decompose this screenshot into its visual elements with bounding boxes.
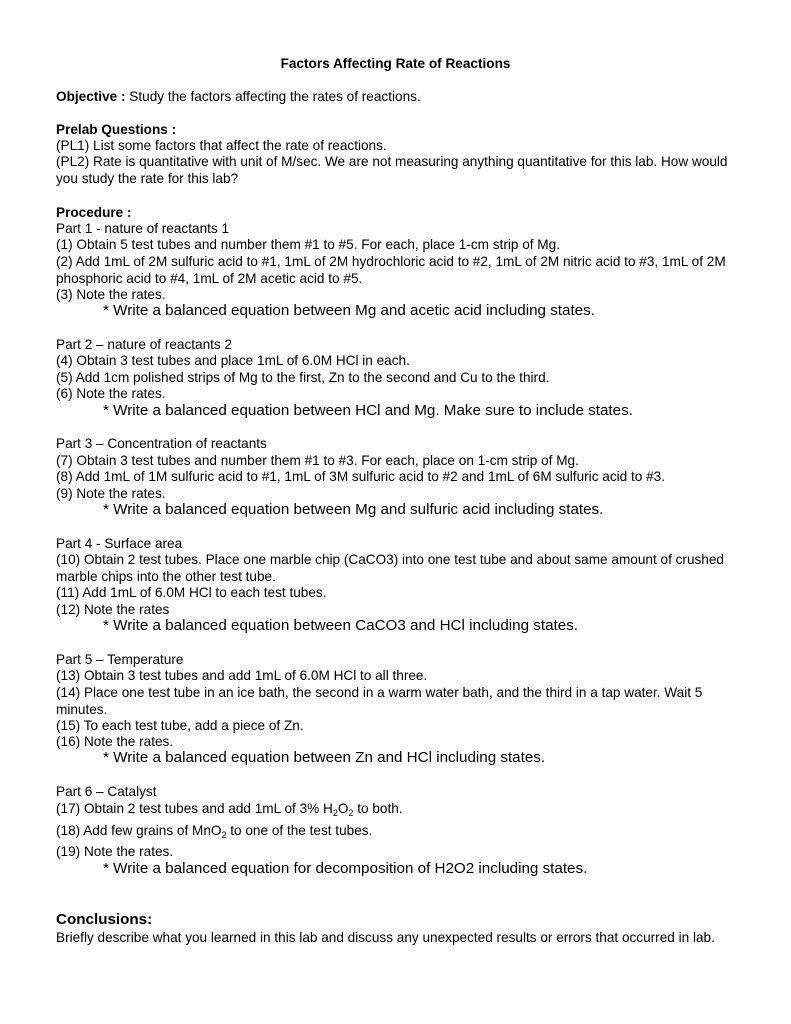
part4-title: Part 4 - Surface area (56, 536, 183, 551)
step-8: (8) Add 1mL of 1M sulfuric acid to #1, 1mL of 3M sulfuric acid to #2 and 1mL of 6M sulfuric acid to #3. (56, 469, 665, 484)
part6-title: Part 6 – Catalyst (56, 784, 157, 799)
step-17-sub-a: 2 (332, 808, 338, 818)
step-16: (16) Note the rates. (56, 734, 174, 749)
step-17-sub-b: 2 (348, 808, 354, 818)
step-11: (11) Add 1mL of 6.0M HCl to each test tubes. (56, 585, 327, 600)
part1-task: * Write a balanced equation between Mg and acetic acid including states. (103, 302, 595, 319)
prelab-heading: Prelab Questions : (56, 122, 177, 137)
part2-task: * Write a balanced equation between HCl and Mg. Make sure to include states. (103, 402, 633, 419)
step-10: (10) Obtain 2 test tubes. Place one marble chip (CaCO3) into one test tube and about same amount of crushed marble chips into the other test tube. (56, 552, 724, 584)
step-18-text-b: to one of the test tubes. (226, 823, 373, 838)
step-18 (56, 823, 372, 840)
step-3: (3) Note the rates. (56, 287, 166, 302)
part5-task: * Write a balanced equation between Zn and HCl including states. (103, 749, 546, 766)
step-15: (15) To each test tube, add a piece of Zn. (56, 718, 304, 733)
step-9: (9) Note the rates. (56, 486, 166, 501)
step-17 (56, 801, 403, 818)
conclusions-heading: Conclusions: (56, 911, 153, 928)
step-5: (5) Add 1cm polished strips of Mg to the first, Zn to the second and Cu to the third. (56, 370, 550, 385)
step-17-text-b: O (337, 801, 349, 816)
part3-task: * Write a balanced equation between Mg and sulfuric acid including states. (103, 501, 604, 518)
step-18-text-a: (18) Add few grains of MnO (56, 823, 222, 838)
step-13: (13) Obtain 3 test tubes and add 1mL of 6.0M HCl to all three. (56, 668, 428, 683)
part4-task: * Write a balanced equation between CaCO3 and HCl including states. (103, 617, 579, 634)
step-19: (19) Note the rates. (56, 844, 174, 859)
step-6: (6) Note the rates. (56, 386, 166, 401)
prelab-question-1: (PL1) List some factors that affect the rate of reactions. (56, 138, 387, 153)
step-12: (12) Note the rates (56, 602, 170, 617)
part6-task: * Write a balanced equation for decomposition of H2O2 including states. (103, 860, 588, 877)
step-18-sub: 2 (221, 830, 227, 840)
part5-title: Part 5 – Temperature (56, 652, 184, 667)
conclusions-text: Briefly describe what you learned in this lab and discuss any unexpected results or errors that occurred in lab. (56, 930, 715, 945)
objective-text: Study the factors affecting the rates of reactions. (125, 89, 421, 104)
part3-title: Part 3 – Concentration of reactants (56, 436, 267, 451)
step-14: (14) Place one test tube in an ice bath, the second in a warm water bath, and the third in a tap water. Wait 5 minutes. (56, 685, 703, 717)
objective-line (56, 89, 421, 106)
objective-label: Objective : (56, 89, 126, 104)
step-17-text-a: (17) Obtain 2 test tubes and add 1mL of 3% H (56, 801, 333, 816)
prelab-question-2: (PL2) Rate is quantitative with unit of M/sec. We are not measuring anything quantitative for this lab. How would you study the rate for this lab? (56, 154, 728, 186)
part1-title: Part 1 - nature of reactants 1 (56, 221, 230, 236)
document-title: Factors Affecting Rate of Reactions (280, 56, 511, 71)
step-17-text-c: to both. (353, 801, 403, 816)
step-2: (2) Add 1mL of 2M sulfuric acid to #1, 1mL of 2M hydrochloric acid to #2, 1mL of 2M nitric acid to #3, 1mL of 2M phosphoric acid to #4, 1mL of 2M acetic acid to #5. (56, 254, 726, 286)
step-7: (7) Obtain 3 test tubes and number them #1 to #3. For each, place on 1-cm strip of Mg. (56, 453, 579, 468)
part2-title: Part 2 – nature of reactants 2 (56, 337, 233, 352)
procedure-heading: Procedure : (56, 205, 132, 220)
step-4: (4) Obtain 3 test tubes and place 1mL of 6.0M HCl in each. (56, 353, 410, 368)
step-1: (1) Obtain 5 test tubes and number them #1 to #5. For each, place 1-cm strip of Mg. (56, 237, 560, 252)
